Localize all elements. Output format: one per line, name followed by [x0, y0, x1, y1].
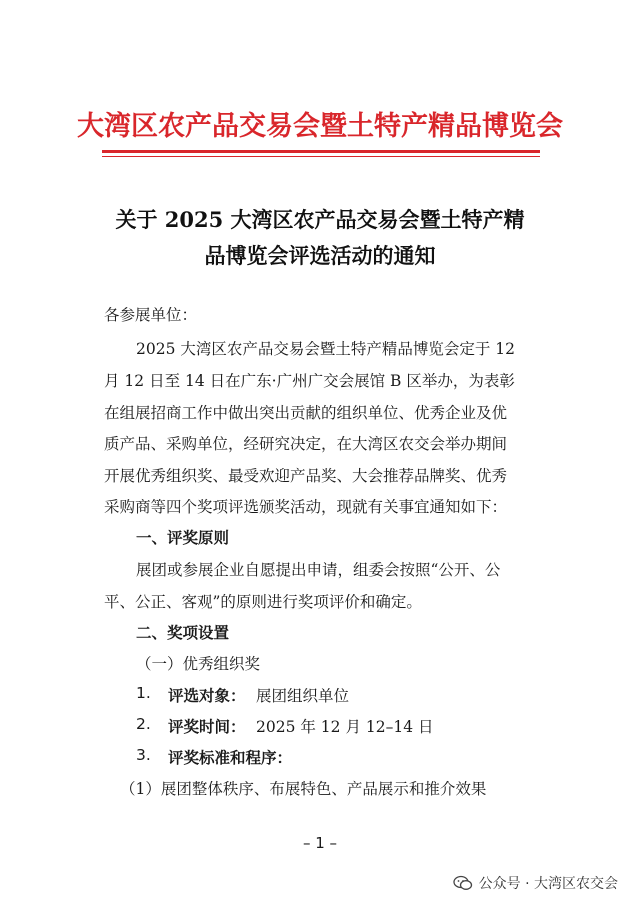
- intro-line-4: 质产品、采购单位，经研究决定，在大湾区农交会举办期间: [104, 435, 508, 453]
- watermark: [453, 873, 618, 893]
- intro-line-1: 2025 大湾区农产品交易会暨土特产精品博览会定于 12: [136, 340, 516, 358]
- item2-value: 2025 年 12 月 12–14 日: [256, 718, 434, 736]
- intro-line-2: 月 12 日至 14 日在广东·广州广交会展馆 B 区举办，为表彰: [104, 372, 515, 390]
- section1-heading: 一、评奖原则: [136, 529, 230, 547]
- wechat-icon: [453, 875, 473, 891]
- intro-line-6: 采购商等四个奖项评选颁奖活动，现就有关事宜通知如下：: [104, 498, 508, 516]
- subsection1-heading: （一）优秀组织奖: [136, 655, 261, 673]
- page-number: – 1 –: [302, 834, 338, 852]
- watermark-text: 公众号 · 大湾区农交会: [478, 876, 618, 892]
- header-rule-thick: [102, 150, 540, 153]
- intro-line-3: 在组展招商工作中做出突出贡献的组织单位、优秀企业及优: [104, 404, 508, 422]
- document-title-line-2: 品博览会评选活动的通知: [204, 243, 436, 268]
- header-rule-thin: [102, 156, 540, 157]
- intro-line-5: 开展优秀组织奖、最受欢迎产品奖、大会推荐品牌奖、优秀: [104, 467, 508, 485]
- document-title-line-1: 关于 2025 大湾区农产品交易会暨土特产精: [115, 207, 525, 232]
- item2-number: 2.: [136, 715, 151, 733]
- org-header: 大湾区农产品交易会暨土特产精品博览会: [77, 111, 563, 142]
- item1-label: 评选对象：: [168, 687, 246, 705]
- section1-line-2: 平、公正、客观”的原则进行奖项评价和确定。: [104, 593, 422, 611]
- item2-label: 评奖时间：: [168, 718, 246, 736]
- item3-number: 3.: [136, 746, 151, 764]
- item3-label: 评奖标准和程序：: [168, 749, 293, 767]
- item1-value: 展团组织单位: [256, 687, 350, 705]
- section2-heading: 二、奖项设置: [136, 624, 230, 642]
- salutation: 各参展单位：: [104, 306, 198, 324]
- section1-line-1: 展团或参展企业自愿提出申请，组委会按照“公开、公: [136, 561, 501, 579]
- criteria-line-1: （1）展团整体秩序、布展特色、产品展示和推介效果: [120, 780, 487, 798]
- item1-number: 1.: [136, 684, 151, 702]
